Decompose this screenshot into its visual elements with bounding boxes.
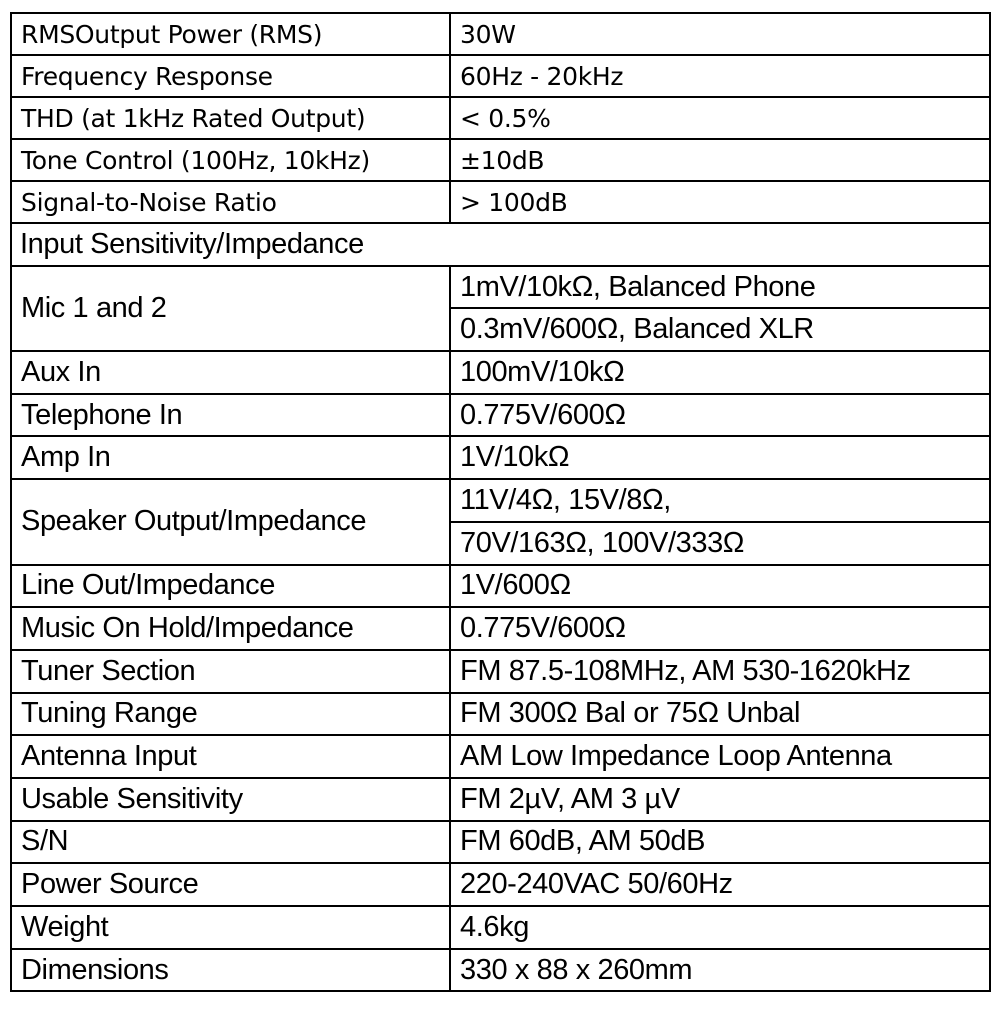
spec-label: S/N <box>11 821 450 864</box>
spec-label: Frequency Response <box>11 55 450 97</box>
spec-label: Antenna Input <box>11 735 450 778</box>
spec-value: 1mV/10kΩ, Balanced Phone <box>450 266 990 309</box>
table-row <box>11 949 990 992</box>
section-header: Input Sensitivity/Impedance <box>11 223 990 266</box>
spec-value: 0.3mV/600Ω, Balanced XLR <box>450 308 990 351</box>
spec-value: < 0.5% <box>450 97 990 139</box>
table-row <box>11 351 990 394</box>
table-row <box>11 607 990 650</box>
spec-value: 60Hz - 20kHz <box>450 55 990 97</box>
table-row <box>11 650 990 693</box>
spec-label: Usable Sensitivity <box>11 778 450 821</box>
spec-label: Amp In <box>11 436 450 479</box>
spec-value: ±10dB <box>450 139 990 181</box>
table-row <box>11 479 990 522</box>
table-row <box>11 863 990 906</box>
spec-label: THD (at 1kHz Rated Output) <box>11 97 450 139</box>
table-row <box>11 13 990 55</box>
table-row <box>11 821 990 864</box>
spec-value: FM 2µV, AM 3 µV <box>450 778 990 821</box>
table-row <box>11 97 990 139</box>
spec-label: Tone Control (100Hz, 10kHz) <box>11 139 450 181</box>
spec-value: 220-240VAC 50/60Hz <box>450 863 990 906</box>
spec-value: > 100dB <box>450 181 990 223</box>
spec-value: 0.775V/600Ω <box>450 607 990 650</box>
table-row <box>11 735 990 778</box>
spec-label: Dimensions <box>11 949 450 992</box>
specifications-table <box>10 12 991 992</box>
table-row <box>11 139 990 181</box>
spec-label: Power Source <box>11 863 450 906</box>
spec-value: 4.6kg <box>450 906 990 949</box>
table-row <box>11 181 990 223</box>
spec-value: 70V/163Ω, 100V/333Ω <box>450 522 990 565</box>
spec-label: RMSOutput Power (RMS) <box>11 13 450 55</box>
spec-label: Line Out/Impedance <box>11 565 450 608</box>
spec-label: Telephone In <box>11 394 450 437</box>
spec-value: 330 x 88 x 260mm <box>450 949 990 992</box>
spec-value: 1V/10kΩ <box>450 436 990 479</box>
spec-label: Aux In <box>11 351 450 394</box>
spec-value: 100mV/10kΩ <box>450 351 990 394</box>
table-row <box>11 693 990 736</box>
spec-value: FM 87.5-108MHz, AM 530-1620kHz <box>450 650 990 693</box>
spec-value: 1V/600Ω <box>450 565 990 608</box>
spec-value: 11V/4Ω, 15V/8Ω, <box>450 479 990 522</box>
spec-label: Music On Hold/Impedance <box>11 607 450 650</box>
spec-label: Speaker Output/Impedance <box>11 479 450 564</box>
spec-label: Tuning Range <box>11 693 450 736</box>
spec-label: Signal-to-Noise Ratio <box>11 181 450 223</box>
table-row <box>11 394 990 437</box>
table-row <box>11 565 990 608</box>
spec-label: Mic 1 and 2 <box>11 266 450 351</box>
table-row <box>11 55 990 97</box>
table-row <box>11 266 990 309</box>
spec-label: Weight <box>11 906 450 949</box>
spec-label: Tuner Section <box>11 650 450 693</box>
spec-value: 30W <box>450 13 990 55</box>
spec-value: 0.775V/600Ω <box>450 394 990 437</box>
table-row <box>11 778 990 821</box>
spec-value: FM 300Ω Bal or 75Ω Unbal <box>450 693 990 736</box>
table-row <box>11 906 990 949</box>
section-header-row <box>11 223 990 266</box>
spec-value: FM 60dB, AM 50dB <box>450 821 990 864</box>
spec-value: AM Low Impedance Loop Antenna <box>450 735 990 778</box>
table-row <box>11 436 990 479</box>
